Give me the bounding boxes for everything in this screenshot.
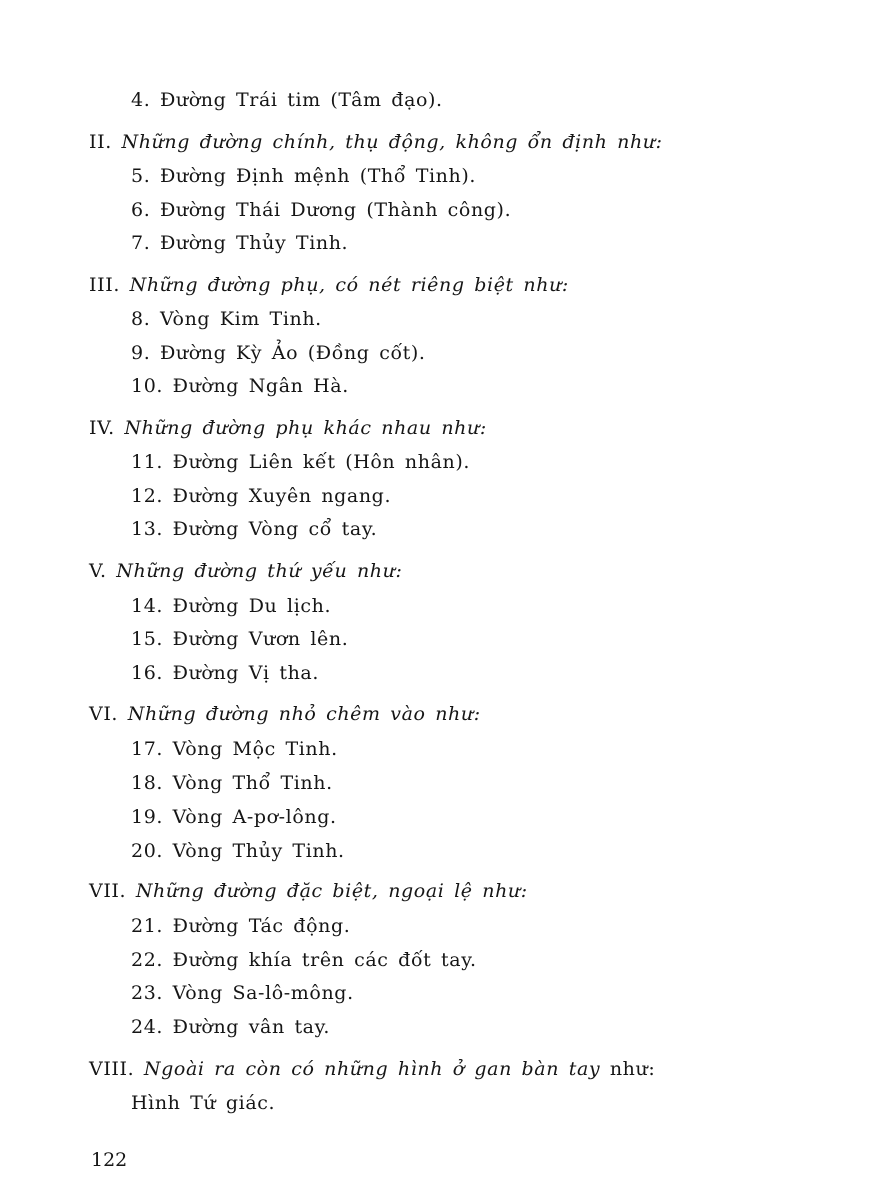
list-item: 12. Đường Xuyên ngang. <box>131 485 392 507</box>
list-item: 24. Đường vân tay. <box>131 1016 331 1038</box>
section-title: Những đường nhỏ chêm vào như: <box>127 703 481 725</box>
list-item: 8. Vòng Kim Tinh. <box>131 308 322 330</box>
section-number: VI. <box>89 703 119 725</box>
list-item: 14. Đường Du lịch. <box>131 595 332 617</box>
section-title-tail: như: <box>609 1058 656 1080</box>
section-title: Những đường thứ yếu như: <box>116 560 403 582</box>
section-number: VIII. <box>89 1058 135 1080</box>
section-title: Những đường chính, thụ động, không ổn định như: <box>121 131 663 153</box>
section-number: IV. <box>89 417 115 439</box>
list-item: 13. Đường Vòng cổ tay. <box>131 518 378 540</box>
section-heading-vii <box>89 879 528 903</box>
section-title: Những đường đặc biệt, ngoại lệ như: <box>135 880 528 902</box>
list-item: 5. Đường Định mệnh (Thổ Tinh). <box>131 165 476 187</box>
list-item: 9. Đường Kỳ Ảo (Đồng cốt). <box>131 342 426 364</box>
section-heading-iv <box>89 416 487 440</box>
section-heading-vi <box>89 702 481 726</box>
list-item: 18. Vòng Thổ Tinh. <box>131 772 333 794</box>
section-heading-viii <box>89 1057 655 1081</box>
page-number: 122 <box>91 1149 128 1171</box>
section-heading-ii <box>89 130 663 154</box>
list-item: 22. Đường khía trên các đốt tay. <box>131 949 477 971</box>
list-item: 11. Đường Liên kết (Hôn nhân). <box>131 451 470 473</box>
section-heading-iii <box>89 273 569 297</box>
section-number: III. <box>89 274 120 296</box>
section-title: Ngoài ra còn có những hình ở gan bàn tay <box>143 1058 601 1080</box>
list-item: 23. Vòng Sa-lô-mông. <box>131 982 354 1004</box>
section-title: Những đường phụ khác nhau như: <box>124 417 487 439</box>
list-item: 7. Đường Thủy Tinh. <box>131 232 349 254</box>
list-item: 21. Đường Tác động. <box>131 915 351 937</box>
list-item: 4. Đường Trái tim (Tâm đạo). <box>131 89 443 111</box>
list-item: 10. Đường Ngân Hà. <box>131 375 349 397</box>
list-item: 6. Đường Thái Dương (Thành công). <box>131 199 512 221</box>
list-item: 19. Vòng A-pơ-lông. <box>131 806 337 828</box>
section-title: Những đường phụ, có nét riêng biệt như: <box>129 274 569 296</box>
section-number: VII. <box>89 880 127 902</box>
section-number: II. <box>89 131 112 153</box>
list-item: 17. Vòng Mộc Tinh. <box>131 738 338 760</box>
list-item: 16. Đường Vị tha. <box>131 662 319 684</box>
list-item: Hình Tứ giác. <box>131 1092 276 1114</box>
list-item: 15. Đường Vươn lên. <box>131 628 349 650</box>
list-item: 20. Vòng Thủy Tinh. <box>131 840 345 862</box>
section-number: V. <box>89 560 107 582</box>
section-heading-v <box>89 559 402 583</box>
